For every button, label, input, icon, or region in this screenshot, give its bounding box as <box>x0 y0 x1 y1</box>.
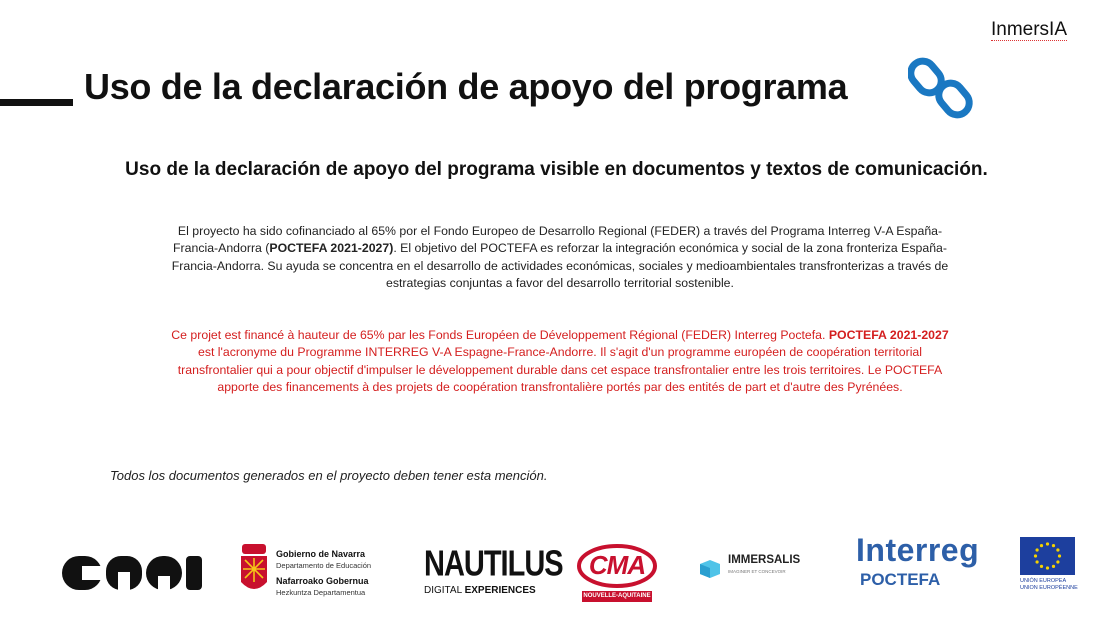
declaration-es-bold: POCTEFA 2021-2027) <box>269 241 394 256</box>
immersalis-title: IMMERSALIS <box>728 554 801 566</box>
nautilus-logo <box>424 544 563 600</box>
navarra-line1: Gobierno de Navarra <box>276 549 366 559</box>
brand-label: InmersIA <box>990 19 1067 40</box>
nautilus-sub-digital: DIGITAL <box>424 585 462 596</box>
nautilus-sub-experiences: EXPERIENCES <box>464 585 536 596</box>
declaration-es-part2: . El objetivo del POCTEFA es reforzar la integración económica y social de la zona fronteriza España-Francia-Andorra. Su ayuda se concentra en el desarrollo de actividades económicas, sociales y medioambientales transfronterizas a través de estrategias conjuntas a favor del desarrollo territorial sostenible. <box>171 241 949 291</box>
cnai-logo <box>60 552 208 594</box>
title-accent-bar <box>0 99 73 106</box>
poctefa-title: POCTEFA <box>860 570 941 589</box>
declaration-es <box>170 223 950 293</box>
navarra-shield-icon <box>238 542 270 598</box>
declaration-fr <box>170 327 950 397</box>
cma-subtitle: NOUVELLE-AQUITAINE <box>582 591 652 602</box>
declaration-es-part1: El proyecto ha sido cofinanciado al 65% por el Fondo Europeo de Desarrollo Regional (FEDER) a través del Programa Interreg V-A España-Francia-Andorra ( <box>173 224 943 256</box>
nautilus-title: NAUTILUS <box>424 544 563 584</box>
navarra-line2: Departamento de Educación <box>276 561 372 570</box>
immersalis-logo <box>698 554 818 584</box>
declaration-fr-part2: est l'acronyme du Programme INTERREG V-A Espagne-France-Andorre. Il s'agit d'un programme européen de coopération territorial transfrontalier qui a pour objectif d'impulser le développement durable dans cet espace transfrontalier entre les trois territoires. Le POCTEFA apporte des financements à des projets de coopération transfrontalière portés par des entités de part et d'autre des Pyrénées. <box>177 345 943 395</box>
immersalis-mark-icon <box>698 556 722 578</box>
navarra-line3: Nafarroako Gobernua <box>276 576 369 586</box>
page-title: Uso de la declaración de apoyo del programa <box>84 66 848 107</box>
eu-flag-icon <box>1020 537 1075 575</box>
interreg-title: Interreg <box>856 532 980 568</box>
interreg-logo <box>856 532 1080 602</box>
immersalis-tagline: IMAGINER ET CONCEVOIR <box>728 569 786 574</box>
declaration-fr-bold: POCTEFA 2021-2027 <box>828 328 949 342</box>
mention-note: Todos los documentos generados en el proyecto deben tener esta mención. <box>110 468 548 483</box>
navarra-logo <box>238 542 388 600</box>
link-icon <box>908 56 974 120</box>
eu-label-fr: UNION EUROPÉENNE <box>1020 585 1078 591</box>
navarra-line4: Hezkuntza Departamentua <box>276 588 366 597</box>
eu-label-es: UNIÓN EUROPEA <box>1020 578 1067 584</box>
cma-logo <box>576 544 658 604</box>
cma-title: CMA <box>588 550 646 580</box>
page-subtitle: Uso de la declaración de apoyo del programa visible en documentos y textos de comunicación. <box>125 159 988 180</box>
cnai-logo-text: cnai <box>60 552 62 553</box>
declaration-fr-part1: Ce projet est financé à hauteur de 65% par les Fonds Européen de Développement Régional (FEDER) Interreg Poctefa. <box>171 328 829 342</box>
logo-strip <box>0 530 1113 610</box>
